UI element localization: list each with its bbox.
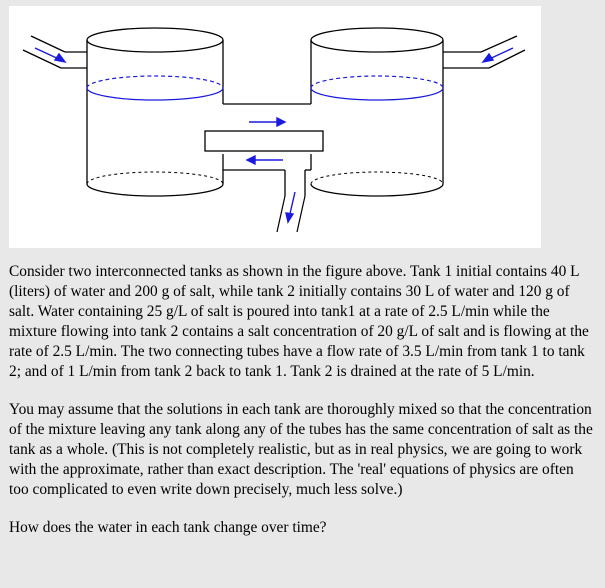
inlet1-upper <box>31 36 65 52</box>
tank1-water-front <box>87 88 223 100</box>
tanks-figure <box>9 6 541 248</box>
problem-question: How does the water in each tank change over time? <box>9 519 327 536</box>
tank2-top <box>311 28 443 52</box>
tank1-water-back <box>87 76 223 88</box>
tank2-bottom-front <box>311 184 443 196</box>
problem-statement <box>9 262 595 538</box>
tank1-top <box>87 28 223 52</box>
middle-tube <box>205 131 323 151</box>
inlet2-upper <box>481 36 517 52</box>
tank1-bottom-back <box>87 172 223 184</box>
inlet2-lower <box>489 50 525 68</box>
tank2-water-back <box>311 76 443 88</box>
tank1-bottom-front <box>87 184 223 196</box>
problem-paragraph-2: You may assume that the solutions in each tank are thoroughly mixed so that the concentration of the mixture leaving any tank along any of the tubes has the same concentration of salt as the tank as a whole. (This is not completely realistic, but as in real physics, we are going to work with the approximate, rather than exact description. The 'real' equations of physics are often too complicated to even write down precisely, much less solve.) <box>9 401 593 498</box>
tank2-water-front <box>311 88 443 100</box>
problem-paragraph-1: Consider two interconnected tanks as shown in the figure above. Tank 1 initial contains 40 L (liters) of water and 200 g of salt, while tank 2 initially contains 30 L of water and 120 g of salt. Water containing 25 g/L of salt is poured into tank1 at a rate of 2.5 L/min while the mixture flowing into tank 2 contains a salt concentration of 20 g/L of salt and is flowing at the rate of 2.5 L/min. The two connecting tubes have a flow rate of 3.5 L/min from tank 1 to tank 2; and of 1 L/min from tank 2 back to tank 1. Tank 2 is drained at the rate of 5 L/min. <box>9 263 589 380</box>
tank2-bottom-back <box>311 172 443 184</box>
